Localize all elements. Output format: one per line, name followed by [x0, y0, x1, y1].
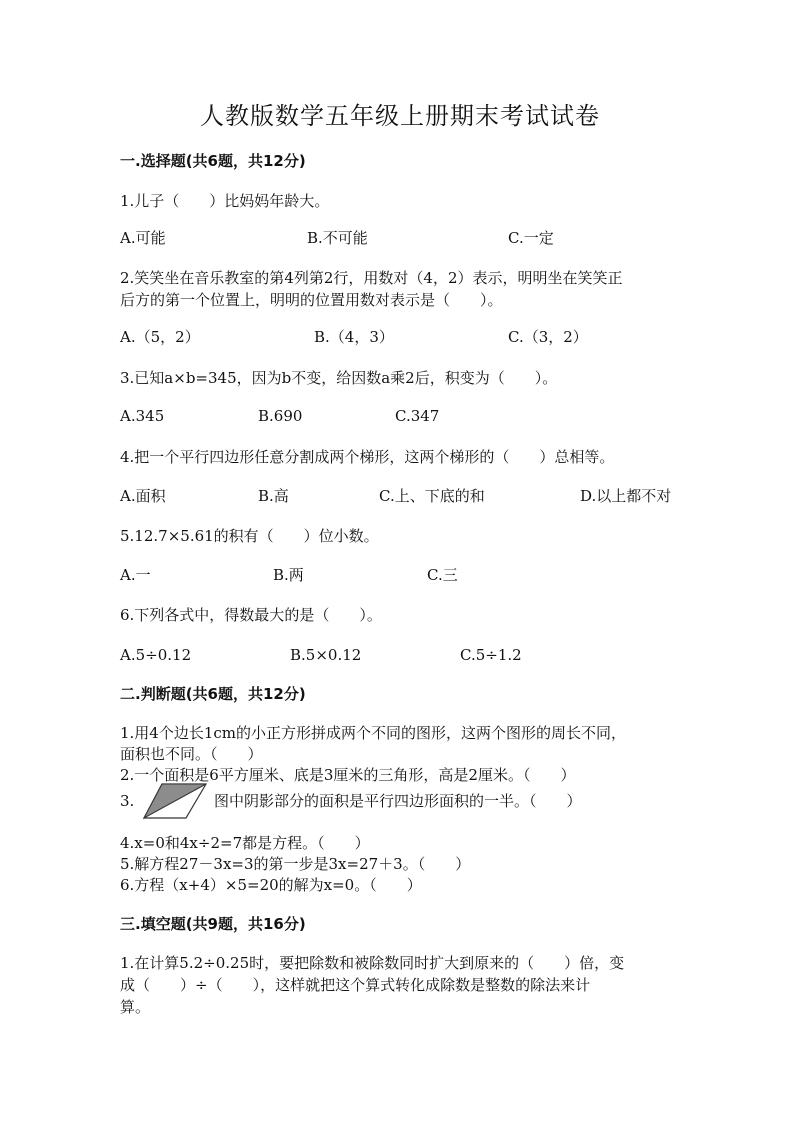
judge-1-line1: 1.用4个边长1cm的小正方形拼成两个不同的图形，这两个图形的周长不同， [120, 724, 627, 742]
option-1-6-b: B.5×0.12 [290, 646, 362, 664]
option-1-1-b: B.不可能 [307, 229, 368, 247]
question-1-2-line1: 2.笑笑坐在音乐教室的第4列第2行，用数对（4，2）表示，明明坐在笑笑正 [120, 269, 623, 287]
fill-1-line3: 算。 [120, 998, 151, 1016]
question-1-2-line2: 后方的第一个位置上，明明的位置用数对表示是（ ）。 [120, 291, 503, 309]
option-1-1-c: C.一定 [508, 229, 554, 247]
page-title: 人教版数学五年级上册期末考试试卷 [200, 102, 600, 130]
option-1-5-c: C.三 [427, 566, 458, 584]
option-1-6-a: A.5÷0.12 [120, 646, 192, 664]
fill-1-line1: 1.在计算5.2÷0.25时，要把除数和被除数同时扩大到原来的（ ）倍，变 [120, 954, 625, 972]
judge-3-text: 图中阴影部分的面积是平行四边形面积的一半。（ ） [214, 792, 582, 810]
section-heading-judgement: 二.判断题(共6题，共12分) [120, 685, 306, 703]
question-1-1: 1.儿子（ ）比妈妈年龄大。 [120, 192, 330, 210]
question-1-5: 5.12.7×5.61的积有（ ）位小数。 [120, 527, 379, 545]
option-1-3-b: B.690 [258, 407, 303, 425]
question-1-4: 4.把一个平行四边形任意分割成两个梯形，这两个梯形的（ ）总相等。 [120, 448, 615, 466]
option-1-2-a: A.（5，2） [120, 328, 200, 346]
question-1-6: 6.下列各式中，得数最大的是（ ）。 [120, 606, 382, 624]
option-1-4-d: D.以上都不对 [580, 487, 672, 505]
section-heading-choice: 一.选择题(共6题，共12分) [120, 152, 306, 170]
judge-5: 5.解方程27－3x=3的第一步是3x=27＋3。（ ） [120, 855, 471, 873]
option-1-6-c: C.5÷1.2 [460, 646, 522, 664]
judge-3-number: 3. [120, 792, 135, 810]
judge-1-line2: 面积也不同。（ ） [120, 745, 263, 763]
option-1-4-c: C.上、下底的和 [379, 487, 485, 505]
shaded-parallelogram-icon [142, 782, 208, 820]
option-1-2-b: B.（4，3） [314, 328, 394, 346]
section-heading-fill: 三.填空题(共9题，共16分) [120, 915, 306, 933]
option-1-5-a: A.一 [120, 566, 151, 584]
judge-6: 6.方程（x+4）×5=20的解为x=0。（ ） [120, 876, 422, 894]
option-1-3-a: A.345 [120, 407, 165, 425]
option-1-3-c: C.347 [395, 407, 440, 425]
option-1-2-c: C.（3，2） [508, 328, 588, 346]
fill-1-line2: 成（ ）÷（ ），这样就把这个算式转化成除数是整数的除法来计 [120, 976, 591, 994]
question-1-3: 3.已知a×b=345，因为b不变，给因数a乘2后，积变为（ ）。 [120, 369, 558, 387]
option-1-5-b: B.两 [273, 566, 304, 584]
judge-2: 2.一个面积是6平方厘米、底是3厘米的三角形，高是2厘米。（ ） [120, 766, 576, 784]
option-1-4-a: A.面积 [120, 487, 166, 505]
option-1-1-a: A.可能 [120, 229, 166, 247]
judge-4: 4.x=0和4x÷2=7都是方程。（ ） [120, 834, 370, 852]
option-1-4-b: B.高 [258, 487, 289, 505]
